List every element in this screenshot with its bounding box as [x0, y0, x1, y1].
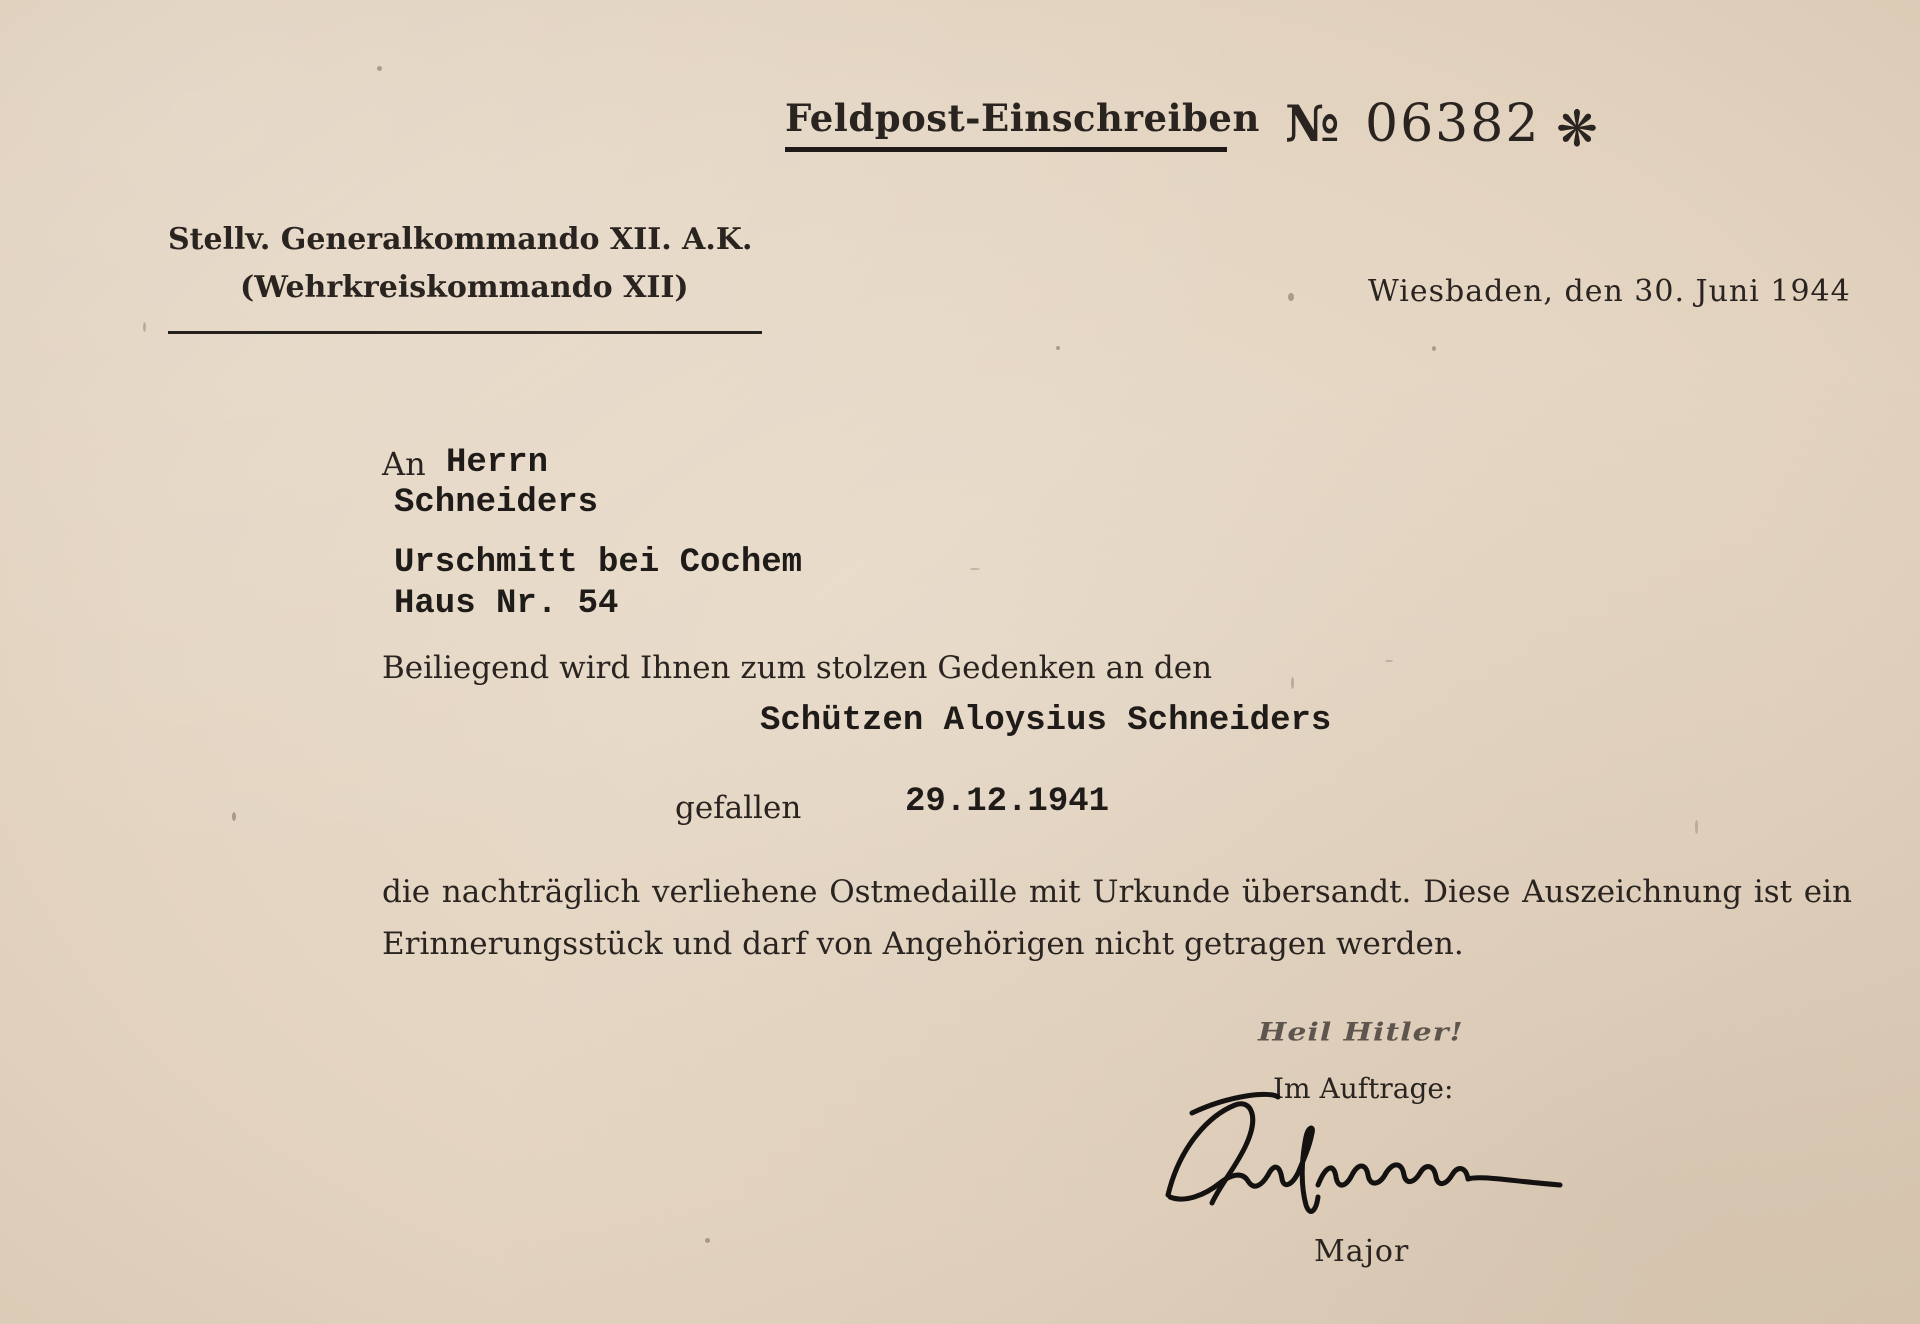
on-behalf-label: Im Auftrage:: [1273, 1072, 1454, 1105]
paper-speck: [1056, 346, 1060, 350]
registered-mail-label: Feldpost-Einschreiben: [785, 96, 1260, 140]
recipient-title: Herrn: [446, 444, 549, 482]
body-intro: Beiliegend wird Ihnen zum stolzen Gedenken an den: [382, 650, 1213, 686]
recipient-name: Schneiders: [394, 484, 599, 522]
paper-speck: [1695, 820, 1698, 834]
fallen-label: gefallen: [675, 790, 802, 826]
star-mark-icon: ❋: [1556, 100, 1598, 158]
recipient-salutation: An: [382, 445, 426, 483]
signatory-rank: Major: [1314, 1234, 1410, 1269]
paper-speck: [970, 568, 980, 570]
paper-speck: [1385, 660, 1393, 662]
paper-speck: [705, 1238, 710, 1243]
closing-greeting: Heil Hitler!: [1258, 1017, 1464, 1048]
paper-speck: [1288, 293, 1294, 301]
authority-name: Stellv. Generalkommando XII. A.K.: [168, 222, 753, 257]
paper-speck: [377, 66, 382, 71]
registered-number: 06382: [1365, 94, 1541, 154]
soldier-name: Schützen Aloysius Schneiders: [760, 702, 1332, 740]
number-sign: №: [1285, 94, 1340, 153]
registered-mail-underline: [785, 147, 1227, 152]
body-paragraph: die nachträglich verliehene Ostmedaille mit Urkunde übersandt. Diese Auszeichnung ist ein Erinnerungsstück und darf von Angehörigen nicht getragen werden.: [382, 874, 1852, 962]
recipient-town: Urschmitt bei Cochem: [394, 544, 803, 582]
paper-speck: [143, 322, 146, 332]
paper-speck: [1291, 677, 1294, 689]
paper-speck: [232, 812, 236, 821]
authority-rule: [168, 331, 762, 334]
authority-subtitle: (Wehrkreiskommando XII): [240, 270, 689, 305]
place-date: Wiesbaden, den 30. Juni 1944: [1368, 274, 1851, 309]
recipient-house: Haus Nr. 54: [394, 585, 619, 623]
paper-speck: [1432, 346, 1436, 351]
fallen-date: 29.12.1941: [905, 783, 1110, 821]
handwritten-signature: [1150, 1085, 1570, 1225]
